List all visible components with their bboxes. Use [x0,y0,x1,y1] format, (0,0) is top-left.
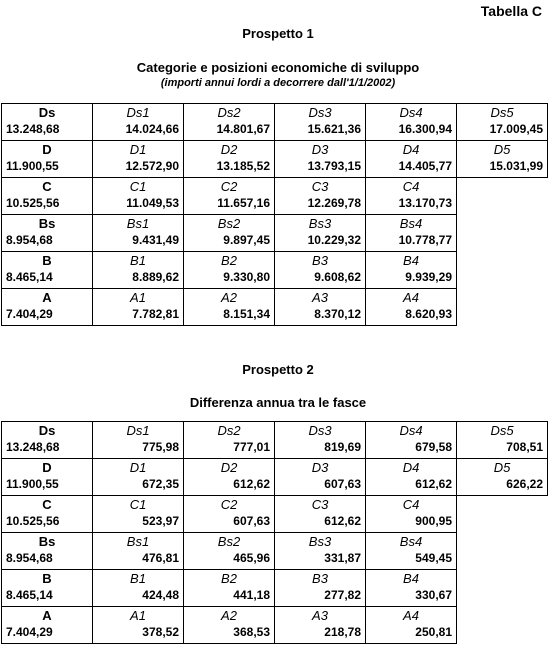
table-cell [184,607,275,644]
cell-value: 607,63 [324,477,361,491]
cell-value: 7.404,29 [6,625,53,639]
position-label: B3 [312,571,328,586]
table-row [2,215,548,252]
cell-value: 9.431,49 [132,233,179,247]
position-label: Bs4 [399,534,423,549]
table-cell [275,422,366,459]
table-cell [93,422,184,459]
position-label: C4 [402,179,420,194]
empty-cell [457,215,548,252]
prospetto2-table [1,421,548,644]
cell-value: 14.405,77 [398,159,452,173]
position-label: Bs2 [217,216,241,231]
cell-value: 10.525,56 [6,514,60,528]
table-cell [366,215,457,252]
prospetto1-table [1,103,548,326]
category-label: Ds [38,105,56,120]
table-cell [93,459,184,496]
position-label: Ds2 [217,105,241,120]
position-label: C3 [311,497,329,512]
cell-value: 12.269,78 [307,196,361,210]
category-label: Bs [38,534,56,549]
table-cell [275,289,366,326]
position-label: Bs3 [308,216,332,231]
table-cell [366,496,457,533]
cell-value: 8.151,34 [223,307,270,321]
position-label: A4 [403,290,419,305]
position-label: C3 [311,179,329,194]
position-label: Ds5 [490,423,514,438]
table-cell [93,289,184,326]
position-label: Bs1 [126,216,150,231]
cell-value: 9.608,62 [314,270,361,284]
cell-value: 218,78 [324,625,361,639]
position-label: D4 [402,460,420,475]
table-cell [366,252,457,289]
cell-value: 476,81 [142,551,179,565]
table-cell [2,570,93,607]
table-cell [457,141,548,178]
cell-value: 14.801,67 [216,122,270,136]
position-label: B2 [221,253,237,268]
table-row [2,289,548,326]
position-label: D5 [493,460,511,475]
table-cell [366,570,457,607]
cell-value: 15.031,99 [489,159,543,173]
cell-value: 8.954,68 [6,233,53,247]
position-label: C2 [220,497,238,512]
position-label: D5 [493,142,511,157]
empty-cell [457,570,548,607]
table-cell [2,141,93,178]
cell-value: 16.300,94 [398,122,452,136]
table-row [2,141,548,178]
position-label: A3 [312,608,328,623]
empty-cell [457,533,548,570]
category-label: D [42,142,52,157]
table-cell [2,215,93,252]
table-cell [366,104,457,141]
position-label: B1 [130,253,146,268]
category-label: A [42,290,52,305]
table-cell [93,215,184,252]
position-label: Ds3 [308,423,332,438]
prospetto2-subtitle: Differenza annua tra le fasce [189,395,367,410]
table-row [2,252,548,289]
category-label: Ds [38,423,56,438]
table-cell [93,252,184,289]
position-label: Bs3 [308,534,332,549]
cell-value: 12.572,90 [125,159,179,173]
position-label: A2 [221,608,237,623]
cell-value: 708,51 [506,440,543,454]
position-label: Ds4 [399,105,423,120]
cell-value: 277,82 [324,588,361,602]
table-cell [2,252,93,289]
table-row [2,533,548,570]
table-cell [275,104,366,141]
table-cell [366,422,457,459]
cell-value: 11.657,16 [217,196,270,210]
position-label: A1 [130,608,146,623]
table-cell [184,289,275,326]
position-label: Ds3 [308,105,332,120]
empty-cell [457,607,548,644]
cell-value: 7.782,81 [132,307,179,321]
position-label: B3 [312,253,328,268]
table-cell [93,496,184,533]
category-label: D [42,460,52,475]
table-cell [2,104,93,141]
position-label: D1 [129,142,147,157]
table-cell [2,607,93,644]
table-cell [93,533,184,570]
table-cell [93,104,184,141]
table-cell [366,178,457,215]
table-cell [275,252,366,289]
table-cell [93,141,184,178]
table-cell [457,422,548,459]
cell-value: 612,62 [233,477,270,491]
table-cell [93,570,184,607]
position-label: B1 [130,571,146,586]
cell-value: 607,63 [233,514,270,528]
empty-cell [457,289,548,326]
position-label: D2 [220,142,238,157]
table-cell [275,570,366,607]
table-cell [184,422,275,459]
table-row [2,570,548,607]
position-label: Bs1 [126,534,150,549]
position-label: Bs2 [217,534,241,549]
cell-value: 8.465,14 [6,270,53,284]
position-label: Ds4 [399,423,423,438]
cell-value: 8.954,68 [6,551,53,565]
table-cell [275,459,366,496]
table-cell [275,141,366,178]
table-row [2,422,548,459]
cell-value: 11.900,55 [6,477,59,491]
table-cell [366,141,457,178]
table-cell [2,533,93,570]
cell-value: 777,01 [233,440,270,454]
prospetto1-note: (importi annui lordi a decorrere dall'1/1/2002) [160,77,396,89]
position-label: C1 [129,497,147,512]
cell-value: 14.024,66 [125,122,179,136]
category-label: A [42,608,52,623]
cell-value: 13.170,73 [398,196,452,210]
table-row [2,607,548,644]
cell-value: 17.009,45 [489,122,543,136]
cell-value: 10.525,56 [6,196,60,210]
empty-cell [457,496,548,533]
cell-value: 13.248,68 [6,440,60,454]
cell-value: 9.897,45 [223,233,270,247]
position-label: D3 [311,460,329,475]
table-cell [184,215,275,252]
cell-value: 900,95 [415,514,452,528]
table-cell [275,607,366,644]
cell-value: 250,81 [415,625,452,639]
table-row [2,178,548,215]
cell-value: 8.889,62 [132,270,179,284]
table-cell [366,459,457,496]
table-cell [366,607,457,644]
position-label: D1 [129,460,147,475]
table-cell [184,178,275,215]
category-label: Bs [38,216,56,231]
table-row [2,496,548,533]
table-cell [93,178,184,215]
position-label: Ds5 [490,105,514,120]
table-cell [275,533,366,570]
cell-value: 775,98 [142,440,179,454]
category-label: C [42,497,52,512]
position-label: Ds1 [126,105,150,120]
empty-cell [457,178,548,215]
cell-value: 679,58 [415,440,452,454]
cell-value: 330,67 [415,588,452,602]
cell-value: 424,48 [142,588,179,602]
table-cell [93,607,184,644]
position-label: A3 [312,290,328,305]
cell-value: 13.185,52 [216,159,270,173]
category-label: B [42,253,52,268]
cell-value: 331,87 [324,551,361,565]
position-label: D4 [402,142,420,157]
table-cell [184,459,275,496]
cell-value: 612,62 [415,477,452,491]
category-label: C [42,179,52,194]
cell-value: 10.778,77 [398,233,452,247]
position-label: Ds2 [217,423,241,438]
cell-value: 612,62 [324,514,361,528]
position-label: Ds1 [126,423,150,438]
position-label: C4 [402,497,420,512]
cell-value: 549,45 [415,551,452,565]
table-cell [275,496,366,533]
position-label: D2 [220,460,238,475]
cell-value: 13.248,68 [6,122,60,136]
cell-value: 378,52 [142,625,179,639]
table-tag: Tabella C [480,3,542,19]
position-label: C2 [220,179,238,194]
cell-value: 11.049,53 [126,196,179,210]
cell-value: 15.621,36 [307,122,361,136]
table-row [2,104,548,141]
table-cell [2,459,93,496]
cell-value: 13.793,15 [307,159,361,173]
table-cell [2,422,93,459]
cell-value: 672,35 [142,477,179,491]
prospetto1-title: Prospetto 1 [242,26,314,41]
position-label: A4 [403,608,419,623]
table-cell [275,215,366,252]
cell-value: 9.330,80 [223,270,270,284]
table-cell [2,178,93,215]
empty-cell [457,252,548,289]
position-label: B4 [403,253,419,268]
table-cell [366,533,457,570]
cell-value: 368,53 [233,625,270,639]
table-cell [2,496,93,533]
cell-value: 7.404,29 [6,307,53,321]
table-cell [184,252,275,289]
cell-value: 11.900,55 [6,159,59,173]
table-cell [184,141,275,178]
position-label: C1 [129,179,147,194]
cell-value: 465,96 [233,551,270,565]
prospetto1-subtitle: Categorie e posizioni economiche di sviluppo [136,60,420,75]
cell-value: 8.620,93 [405,307,452,321]
position-label: A2 [221,290,237,305]
table-cell [184,496,275,533]
position-label: D3 [311,142,329,157]
table-cell [184,533,275,570]
table-cell [2,289,93,326]
cell-value: 9.939,29 [405,270,452,284]
position-label: Bs4 [399,216,423,231]
table-cell [457,104,548,141]
cell-value: 626,22 [506,477,543,491]
cell-value: 441,18 [233,588,270,602]
table-cell [184,104,275,141]
cell-value: 8.465,14 [6,588,53,602]
prospetto2-title: Prospetto 2 [242,362,314,377]
table-cell [275,178,366,215]
table-cell [184,570,275,607]
table-cell [366,289,457,326]
position-label: A1 [130,290,146,305]
table-cell [457,459,548,496]
table-row [2,459,548,496]
category-label: B [42,571,52,586]
cell-value: 10.229,32 [307,233,361,247]
cell-value: 8.370,12 [314,307,361,321]
position-label: B2 [221,571,237,586]
position-label: B4 [403,571,419,586]
cell-value: 819,69 [324,440,361,454]
cell-value: 523,97 [142,514,179,528]
